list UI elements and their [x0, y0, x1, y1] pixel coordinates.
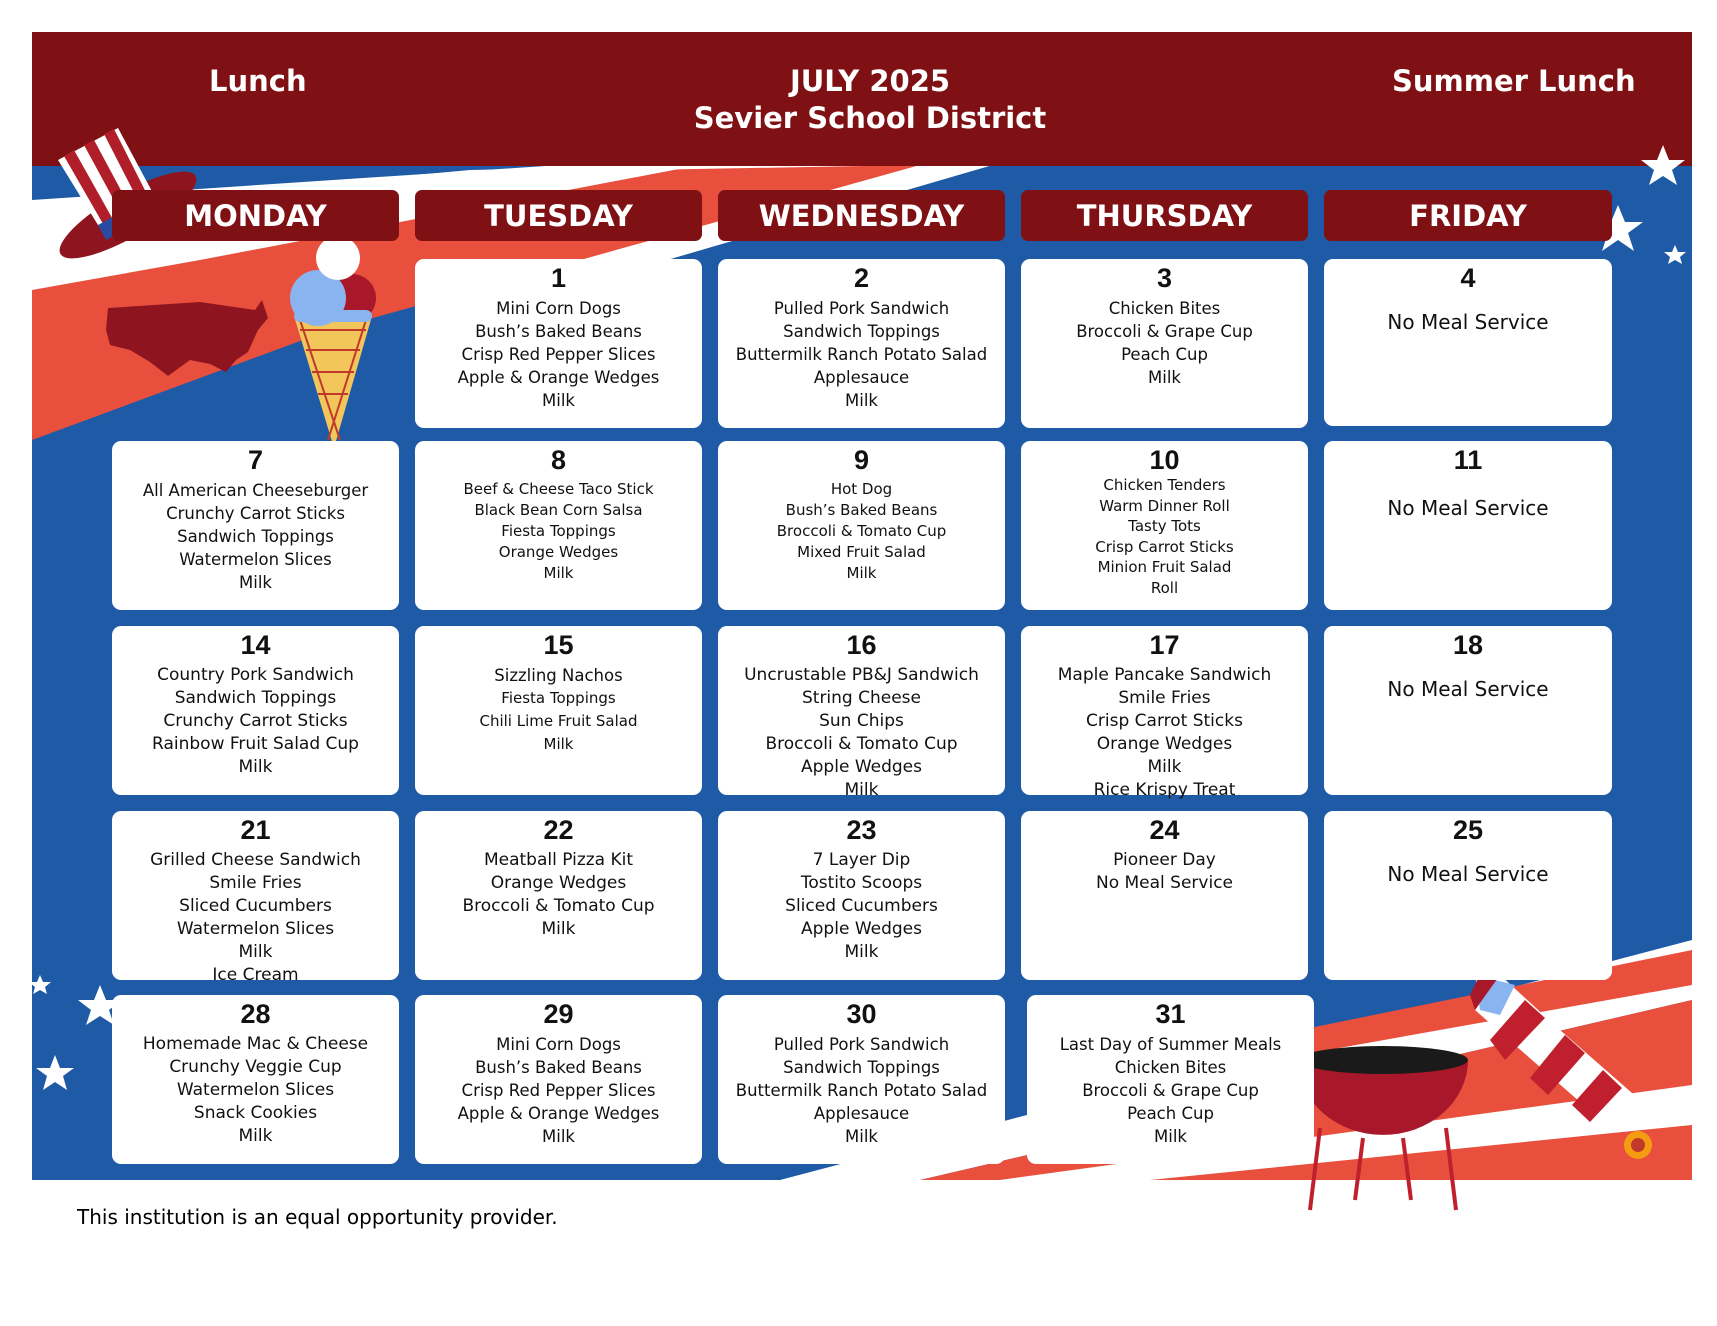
date-number: 10: [1149, 445, 1180, 475]
menu-item: Mixed Fruit Salad: [797, 543, 926, 561]
menu-item: Beef & Cheese Taco Stick: [463, 480, 654, 498]
menu-item: Milk: [846, 564, 877, 582]
day-header-friday: FRIDAY: [1324, 190, 1612, 241]
menu-item: Tostito Scoops: [800, 873, 923, 893]
menu-item: Mini Corn Dogs: [496, 1035, 621, 1054]
menu-item: Peach Cup: [1127, 1104, 1214, 1123]
menu-item: Roll: [1150, 578, 1179, 597]
date-number: 7: [247, 445, 264, 475]
menu-item: Crunchy Carrot Sticks: [166, 504, 345, 523]
menu-item: Watermelon Slices: [176, 919, 335, 939]
day-cell-8: [415, 441, 702, 610]
menu-item: Milk: [1148, 368, 1181, 387]
menu-item: Fiesta Toppings: [501, 522, 616, 540]
day-cell-9: [718, 441, 1005, 610]
date-number: 14: [240, 630, 271, 660]
day-cell-17: [1021, 626, 1308, 800]
date-number: 1: [550, 263, 567, 293]
day-cell-18: [1324, 626, 1612, 795]
menu-item: Hot Dog: [830, 480, 893, 498]
day-header-wednesday: WEDNESDAY: [718, 190, 1005, 241]
menu-item: Apple Wedges: [801, 919, 922, 939]
menu-item: Smile Fries: [1118, 688, 1211, 708]
menu-item: Chicken Bites: [1114, 1058, 1227, 1077]
no-meal-service: No Meal Service: [1387, 677, 1549, 701]
menu-item: Peach Cup: [1121, 345, 1208, 364]
day-cell-28: [112, 995, 399, 1164]
day-cell-3: [1021, 259, 1308, 428]
day-header-monday: MONDAY: [112, 190, 399, 241]
day-cell-30: [718, 995, 1005, 1164]
menu-item: Maple Pancake Sandwich: [1057, 665, 1272, 685]
menu-item: Crisp Red Pepper Slices: [461, 345, 656, 364]
menu-item: Minion Fruit Salad: [1097, 558, 1232, 576]
day-cell-10: [1021, 441, 1308, 610]
menu-item: Sun Chips: [819, 711, 904, 731]
menu-item: Buttermilk Ranch Potato Salad: [735, 1081, 988, 1100]
date-number: 22: [543, 815, 574, 845]
day-cell-29: [415, 995, 702, 1164]
day-cell-24: [1021, 811, 1308, 980]
day-header-tuesday: TUESDAY: [415, 190, 702, 241]
header-bar: [32, 32, 1692, 166]
menu-item: Fiesta Toppings: [501, 689, 616, 707]
menu-item: Milk: [238, 1126, 273, 1146]
menu-item: Uncrustable PB&J Sandwich: [744, 665, 979, 685]
menu-item: Orange Wedges: [498, 543, 619, 561]
menu-item: Milk: [239, 573, 272, 592]
menu-item: Crunchy Carrot Sticks: [163, 711, 348, 731]
day-cell-15: [415, 626, 702, 795]
menu-item: Homemade Mac & Cheese: [142, 1034, 369, 1054]
menu-item: Bush’s Baked Beans: [475, 1058, 642, 1077]
menu-item: Black Bean Corn Salsa: [474, 501, 643, 519]
no-meal-service: No Meal Service: [1387, 310, 1549, 334]
menu-item: Milk: [541, 919, 576, 939]
date-number: 24: [1149, 815, 1180, 845]
no-meal-service: No Meal Service: [1387, 496, 1549, 520]
menu-item: Apple & Orange Wedges: [457, 368, 660, 387]
menu-item: Country Pork Sandwich: [157, 665, 354, 685]
menu-item: Sandwich Toppings: [174, 688, 337, 708]
menu-item: Sandwich Toppings: [783, 1058, 940, 1077]
menu-item: Apple Wedges: [801, 757, 922, 777]
date-number: 29: [543, 999, 574, 1029]
menu-item: Chili Lime Fruit Salad: [479, 712, 638, 730]
date-number: 11: [1453, 445, 1483, 475]
date-number: 21: [240, 815, 271, 845]
menu-item: Pulled Pork Sandwich: [773, 1035, 950, 1054]
date-number: 3: [1156, 263, 1173, 293]
menu-item: Rice Krispy Treat: [1093, 780, 1236, 800]
day-cell-23: [718, 811, 1005, 980]
date-number: 28: [240, 999, 271, 1029]
menu-item: Broccoli & Grape Cup: [1082, 1081, 1259, 1100]
date-number: 30: [846, 999, 877, 1029]
menu-item: Broccoli & Tomato Cup: [776, 522, 947, 540]
district-title: Sevier School District: [693, 101, 1047, 135]
date-number: 25: [1452, 815, 1484, 845]
menu-item: Grilled Cheese Sandwich: [150, 850, 361, 870]
meal-type-label: Lunch: [209, 64, 307, 98]
menu-item: Milk: [844, 942, 879, 962]
menu-item: Milk: [845, 391, 878, 410]
month-title: JULY 2025: [789, 64, 951, 98]
menu-item: Broccoli & Tomato Cup: [765, 734, 958, 754]
menu-item: Orange Wedges: [490, 873, 627, 893]
date-number: 18: [1452, 630, 1484, 660]
menu-item: String Cheese: [801, 688, 922, 708]
menu-item: Sandwich Toppings: [783, 322, 940, 341]
date-number: 9: [853, 445, 870, 475]
menu-item: No Meal Service: [1095, 873, 1234, 893]
day-cell-7: [112, 441, 399, 610]
day-cell-25: [1324, 811, 1612, 980]
menu-item: Milk: [1147, 757, 1182, 777]
day-cell-2: [718, 259, 1005, 428]
menu-item: Broccoli & Tomato Cup: [462, 896, 655, 916]
date-number: 4: [1460, 263, 1476, 293]
menu-item: Mini Corn Dogs: [496, 299, 621, 318]
menu-item: Watermelon Slices: [176, 1080, 335, 1100]
menu-item: Last Day of Summer Meals: [1059, 1035, 1282, 1054]
menu-item: Milk: [1154, 1127, 1187, 1146]
day-cell-1: [415, 259, 702, 428]
menu-item: Meatball Pizza Kit: [483, 850, 634, 870]
date-number: 16: [846, 630, 877, 660]
menu-item: Sandwich Toppings: [177, 527, 334, 546]
menu-item: Crisp Red Pepper Slices: [461, 1081, 656, 1100]
menu-item: Watermelon Slices: [179, 550, 332, 569]
menu-item: Sliced Cucumbers: [179, 896, 332, 916]
date-number: 15: [543, 630, 574, 660]
menu-item: Rainbow Fruit Salad Cup: [152, 734, 359, 754]
equal-opportunity-statement: This institution is an equal opportunity provider.: [77, 1205, 558, 1229]
menu-item: Milk: [542, 391, 575, 410]
date-number: 17: [1149, 630, 1180, 660]
menu-item: 7 Layer Dip: [812, 850, 911, 870]
no-meal-service: No Meal Service: [1387, 862, 1549, 886]
menu-item: Milk: [238, 757, 273, 777]
menu-item: All American Cheeseburger: [142, 481, 369, 500]
menu-item: Pioneer Day: [1113, 850, 1216, 870]
menu-item: Crisp Carrot Sticks: [1086, 711, 1243, 731]
menu-item: Chicken Bites: [1108, 299, 1221, 318]
menu-item: Milk: [845, 1127, 878, 1146]
date-number: 8: [550, 445, 567, 475]
menu-item: Crunchy Veggie Cup: [169, 1057, 342, 1077]
day-cell-22: [415, 811, 702, 980]
menu-item: Milk: [543, 735, 574, 753]
day-cell-31: [1027, 995, 1314, 1164]
date-number: 23: [846, 815, 877, 845]
menu-item: Pulled Pork Sandwich: [773, 299, 950, 318]
menu-item: Smile Fries: [209, 873, 302, 893]
menu-item: Bush’s Baked Beans: [785, 501, 938, 519]
menu-item: Sliced Cucumbers: [785, 896, 938, 916]
menu-item: Bush’s Baked Beans: [475, 322, 642, 341]
menu-item: Milk: [238, 942, 273, 962]
menu-item: Applesauce: [813, 368, 910, 387]
menu-item: Apple & Orange Wedges: [457, 1104, 660, 1123]
day-cell-14: [112, 626, 399, 795]
menu-item: Sizzling Nachos: [494, 666, 623, 685]
day-cell-21: [112, 811, 399, 985]
date-number: 2: [853, 263, 870, 293]
menu-item: Orange Wedges: [1096, 734, 1233, 754]
menu-item: Milk: [543, 564, 574, 582]
menu-item: Chicken Tenders: [1103, 476, 1226, 494]
program-label: Summer Lunch: [1392, 64, 1636, 98]
menu-item: Crisp Carrot Sticks: [1095, 537, 1234, 556]
menu-item: Snack Cookies: [193, 1103, 318, 1123]
day-cell-4: [1324, 259, 1612, 426]
day-cell-16: [718, 626, 1005, 800]
menu-item: Tasty Tots: [1128, 517, 1201, 535]
menu-item: Applesauce: [813, 1104, 910, 1123]
date-number: 31: [1155, 999, 1186, 1029]
menu-item: Warm Dinner Roll: [1099, 496, 1230, 515]
menu-item: Milk: [844, 780, 879, 800]
menu-item: Buttermilk Ranch Potato Salad: [735, 345, 988, 364]
menu-item: Ice Cream: [212, 965, 299, 985]
menu-item: Milk: [542, 1127, 575, 1146]
menu-item: Broccoli & Grape Cup: [1076, 322, 1253, 341]
day-cell-11: [1324, 441, 1612, 610]
day-header-thursday: THURSDAY: [1021, 190, 1308, 241]
